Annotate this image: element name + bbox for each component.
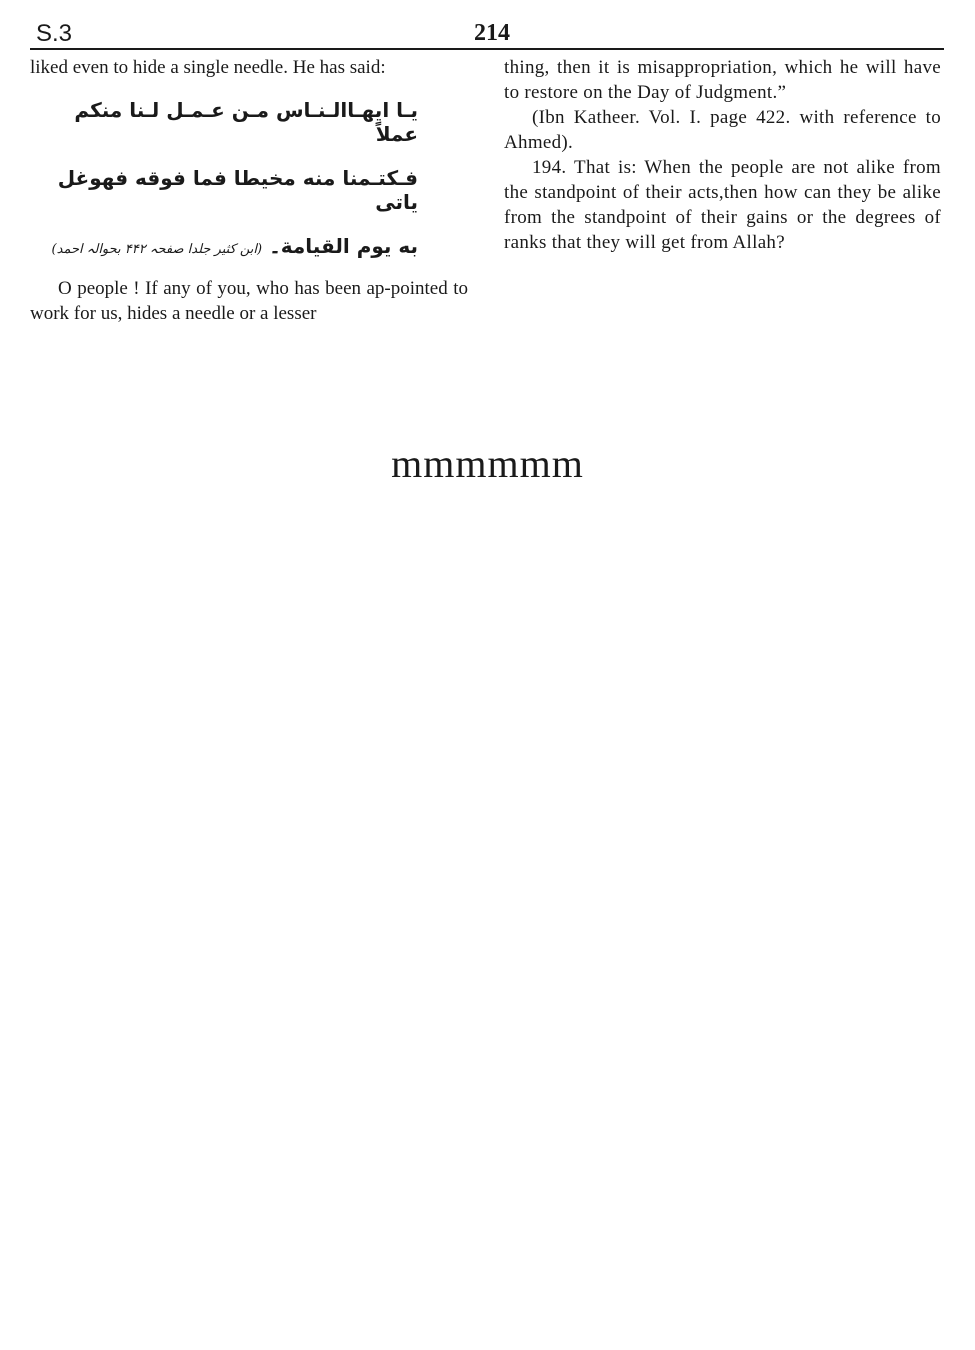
section-end-mark: mmmmmm bbox=[391, 441, 584, 486]
surah-label: S.3 bbox=[36, 20, 73, 47]
left-column bbox=[30, 55, 468, 326]
page-number: 214 bbox=[474, 20, 510, 46]
citation-ibn-katheer: (Ibn Katheer. Vol. I. page 422. with reference to Ahmed). bbox=[504, 107, 941, 153]
arabic-hadith-line-1: يـا ايهـاالـنـاس مـن عـمـل لـنا منكم عملاً bbox=[74, 98, 418, 146]
arabic-hadith-line-3 bbox=[30, 234, 468, 262]
arabic-hadith-line-2: فـكتـمنا منه مخيطا فما فوقه فهوغل ياتى bbox=[57, 166, 418, 214]
arabic-hadith-line-3-text: به يوم القيامة۔ bbox=[269, 234, 418, 258]
hadith-translation: O people ! If any of you, who has been ap-pointed to work for us, hides a needle or a lesser bbox=[30, 278, 468, 324]
right-column bbox=[504, 55, 941, 255]
footnote-194: 194. That is: When the people are not alike from the standpoint of their acts,then how can they be alike from the standpoint of their gains or the degrees of ranks that they will get from Allah? bbox=[504, 157, 941, 253]
page-header bbox=[30, 18, 944, 50]
left-intro-text: liked even to hide a single needle. He has said: bbox=[30, 57, 386, 78]
arabic-reference: (ابن کثیر جلدا صفحہ ۴۴۲ بحوالہ احمد) bbox=[51, 242, 263, 257]
translation-continuation: thing, then it is misappropriation, which he will have to restore on the Day of Judgment.” bbox=[504, 57, 941, 103]
